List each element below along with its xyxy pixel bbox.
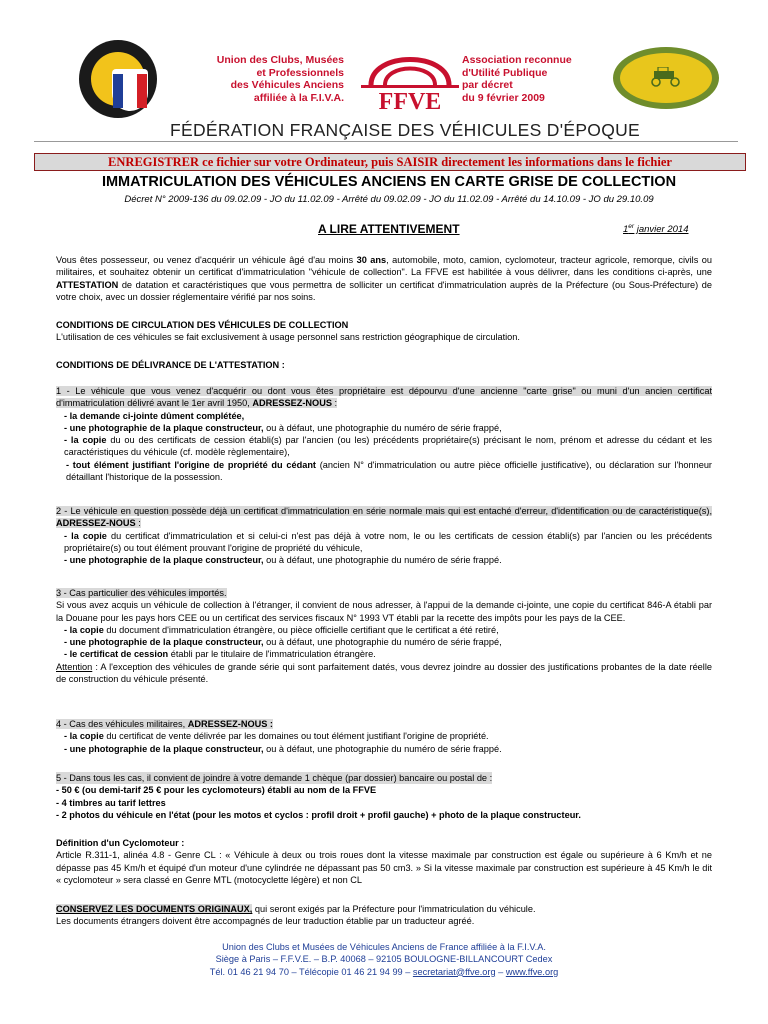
header-association-text: Association reconnue d'Utilité Publique par décret du 9 février 2009 bbox=[462, 54, 572, 104]
federation-title: FÉDÉRATION FRANÇAISE DES VÉHICULES D'ÉPOQUE bbox=[170, 120, 641, 140]
keep-originals-note: CONSERVEZ LES DOCUMENTS ORIGINAUX, qui seront exigés par la Préfecture pour l'immatriculation du véhicule. Les documents étrangers doivent être accompagnés de leur traduction établie par un traducteur agréé. bbox=[56, 904, 536, 927]
save-instruction-banner: ENREGISTRER ce fichier sur votre Ordinateur, puis SAISIR directement les informations dans le fichier bbox=[34, 153, 746, 171]
footer: Union des Clubs et Musées de Véhicules Anciens de France affiliée à la F.I.V.A. Siège à Paris – F.F.V.E. – B.P. 40068 – 92105 BOULOGNE-BILLANCOURT Cedex Tél. 01 46 21 94 70 – Télécopie 01 46 21 94 99 – secretariat@ffve.org – www.ffve.org bbox=[209, 942, 559, 977]
delivery-conditions-heading: CONDITIONS DE DÉLIVRANCE DE L'ATTESTATION : bbox=[56, 360, 285, 370]
decree-reference: Décret N° 2009-136 du 09.02.09 - JO du 11.02.09 - Arrêté du 09.02.09 - JO du 11.02.09 - Arrêté du 14.10.09 - JO du 29.10.09 bbox=[124, 194, 654, 205]
email-link[interactable]: secretariat@ffve.org bbox=[412, 966, 496, 977]
circulation-section bbox=[56, 319, 712, 344]
intro-paragraph: Vous êtes possesseur, ou venez d'acquérir un véhicule âgé d'au moins 30 ans, automobile, moto, camion, cyclomoteur, tracteur agricole, remorque, civils ou militaires, et souhaitez obtenir un certificat d'immatriculation "véhicule de collection". La FFVE est habilitée à vous délivrer, dans les conditions ci-après, une ATTESTATION de datation et caractéristiques que vous permettra de solliciter un certificat d'immatriculation auprès de la Préfecture (ou Sous-Préfecture) de votre choix, avec un dossier réglementaire vérifié par nos soins. bbox=[56, 255, 713, 302]
section-3: 3 - Cas particulier des véhicules importés. Si vous avez acquis un véhicule de collection à l'étranger, il convient de nous adresser, à l'appui de la demande ci-jointe, une copie du certificat 846-A établi par la Douane pour les pays hors CEE ou un certificat des services fiscaux N° 1993 VT établi par la recette des impôts pour les pays de la CEE. - la copie du document d'immatriculation étrangère, ou pièce officielle certifiant que le certificat a été retiré, - une photographie de la plaque constructeur, ou à défaut, une photographie du numéro de série frappé, - le certificat de cession établi par le titulaire de l'immatriculation étrangère. Attention : A l'exception des véhicules de grande série qui sont parfaitement datés, vous devrez joindre au dossier des justifications probantes de la date réelle de construction du véhicule présenté. bbox=[56, 588, 712, 685]
header-union-text: Union des Clubs, Musées et Professionnels des Véhicules Anciens affiliée à la F.I.V.A. bbox=[216, 54, 344, 104]
section-2: 2 - Le véhicule en question possède déjà un certificat d'immatriculation en série normale mais qui est entaché d'erreur, d'identification ou de caractéristique(s), ADRESSEZ-NOUS : - la copie du certificat d'immatriculation et si celui-ci n'est pas déjà à votre nom, le ou les certificats de cession établi(s) par l'ancien ou les précédents propriétaire(s) ou tout élément prouvant l'origine de propriété du véhicule, - une photographie de la plaque constructeur, ou à défaut, une photographie du numéro de série frappé. bbox=[56, 506, 712, 566]
cyclomoteur-definition: Définition d'un Cyclomoteur : Article R.311-1, alinéa 4.8 - Genre CL : « Véhicule à deux ou trois roues dont la vitesse maximale par construction est égale ou supérieure à 6 Km/h et ne dépasse pas 45 Km/h et équipé d'un moteur d'une cylindrée ne dépassant pas 50 cm3. » Si la vitesse maximale par construction est supérieure à 45 Km/h le dit « cyclomoteur » sera classé en Genre MTL (motocyclette légère) et non CL bbox=[56, 838, 712, 885]
document-title: IMMATRICULATION DES VÉHICULES ANCIENS EN CARTE GRISE DE COLLECTION bbox=[101, 174, 677, 190]
ffve-round-logo bbox=[79, 40, 157, 118]
header-divider bbox=[34, 141, 738, 142]
vintage-car-icon bbox=[648, 67, 684, 87]
circulation-text: L'utilisation de ces véhicules se fait exclusivement à usage personnel sans restriction géographique de circulation. bbox=[56, 332, 520, 343]
section-1: 1 - Le véhicule que vous venez d'acquérir ou dont vous êtes propriétaire est dépourvu d'une ancienne "carte grise" ou muni d'un ancien certificat d'immatriculation délivré avant le 1er avril 1950, ADRESSEZ-NOUS : - la demande ci-jointe dûment complétée, - une photographie de la plaque constructeur, ou à défaut, une photographie du numéro de série frappé, - la copie du ou des certificats de cession établi(s) par l'ancien (ou les) précédents propriétaire(s) précisant le nom, prénom et adresse du cédant et les caractéristiques du véhicule (cf. modèle règlementaire), - tout élément justifiant l'origine de propriété du cédant (ancien N° d'immatriculation ou autre pièce officielle justificative), ou déclaration sur l'honneur détaillant l'historique de la possession. bbox=[56, 386, 713, 483]
fiva-logo bbox=[613, 47, 719, 109]
website-link[interactable]: www.ffve.org bbox=[505, 966, 559, 977]
ffve-brand-text: FFVE bbox=[378, 89, 442, 111]
read-carefully-notice: A LIRE ATTENTIVEMENT bbox=[318, 222, 460, 236]
ffve-brand-mark bbox=[357, 39, 463, 111]
document-date: 1er janvier 2014 bbox=[623, 223, 689, 236]
circulation-heading: CONDITIONS DE CIRCULATION DES VÉHICULES DE COLLECTION bbox=[56, 320, 349, 330]
section-5: 5 - Dans tous les cas, il convient de joindre à votre demande 1 chèque (par dossier) bancaire ou postal de : - 50 € (ou demi-tarif 25 € pour les cyclomoteurs) établi au nom de la FFVE - 4 timbres au tarif lettres - 2 photos du véhicule en l'état (pour les motos et cyclos : profil droit + profil gauche) + photo de la plaque constructeur. bbox=[56, 773, 581, 820]
section-4: 4 - Cas des véhicules militaires, ADRESSEZ-NOUS : - la copie du certificat de vente délivrée par les domaines ou tout élément justifiant l'origine de propriété. - une photographie de la plaque constructeur, ou à défaut, une photographie du numéro de série frappé. bbox=[56, 719, 502, 754]
